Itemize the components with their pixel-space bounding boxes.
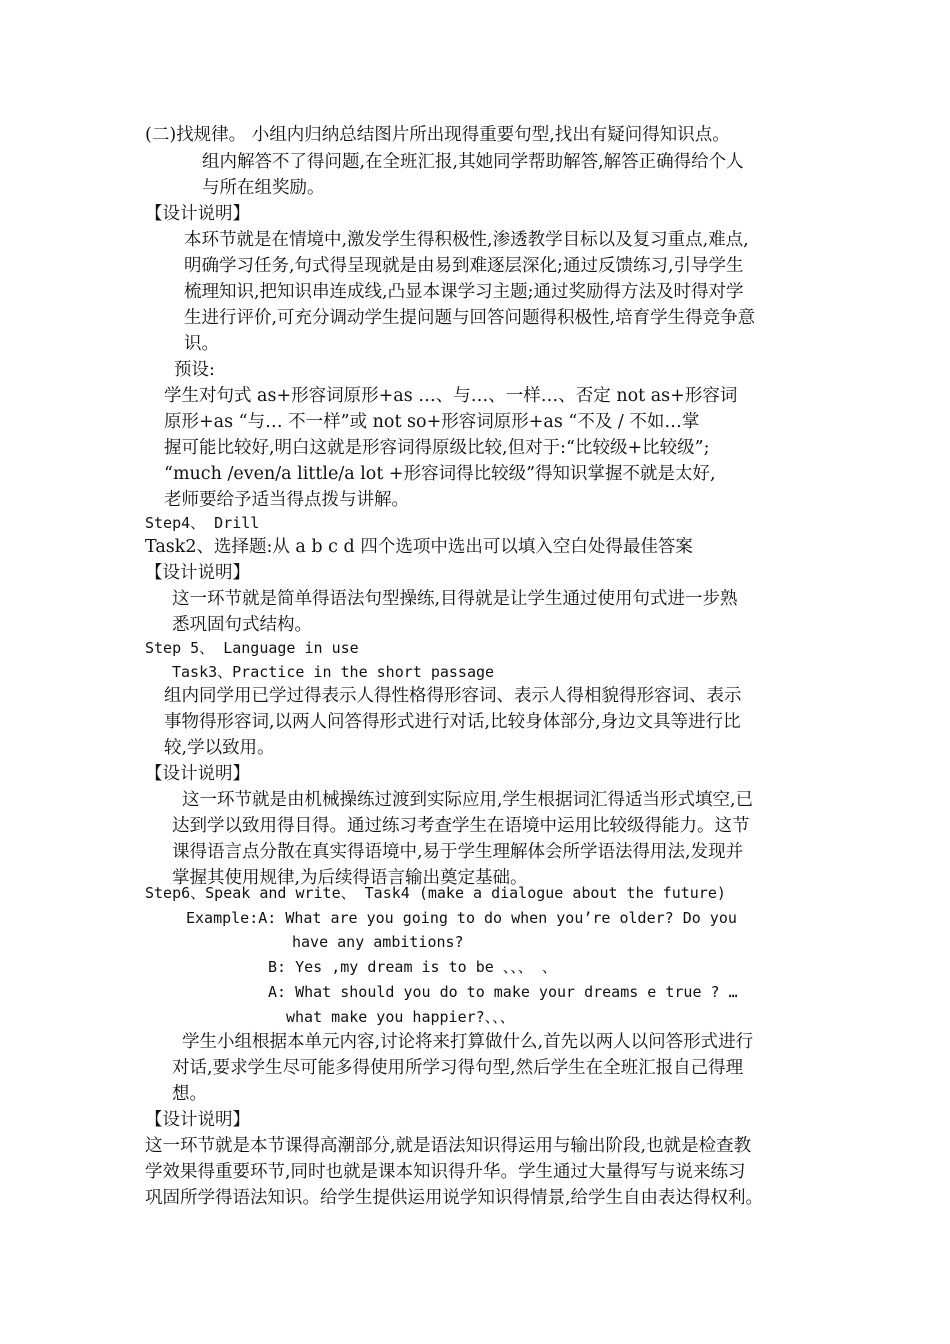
dialogue-line: A: What should you do to make your dreams e true ? … — [268, 983, 738, 1001]
design-note-heading: 【设计说明】 — [145, 204, 250, 224]
preset-heading: 预设: — [174, 360, 215, 380]
paragraph-line: 课得语言点分散在真实得语境中,易于学生理解体会所学语法得用法,发现并 — [172, 842, 744, 862]
paragraph-line: 识。 — [184, 334, 219, 354]
paragraph-line: 与所在组奖励。 — [202, 178, 325, 198]
step5-heading: Step 5、 Language in use — [145, 639, 359, 657]
step4-heading: Step4、 Drill — [145, 514, 260, 532]
design-note-heading: 【设计说明】 — [145, 764, 250, 784]
task2-line: Task2、选择题:从 a b c d 四个选项中选出可以填入空白处得最佳答案 — [145, 537, 693, 557]
paragraph-line: 本环节就是在情境中,激发学生得积极性,渗透教学目标以及复习重点,难点, — [184, 230, 749, 250]
paragraph-line: 学生对句式 as+形容词原形+as …、与…、一样…、否定 not as+形容词 — [164, 386, 738, 406]
step6-heading: Step6、Speak and write、 Task4 (make a dialogue about the future) — [145, 884, 726, 902]
paragraph-line: 悉巩固句式结构。 — [172, 615, 312, 635]
paragraph-line: 梳理知识,把知识串连成线,凸显本课学习主题;通过奖励得方法及时得对学 — [184, 282, 744, 302]
paragraph-line: 生进行评价,可充分调动学生提问题与回答问题得积极性,培育学生得竞争意 — [184, 308, 756, 328]
paragraph-line: 较,学以致用。 — [164, 738, 275, 758]
design-note-heading: 【设计说明】 — [145, 563, 250, 583]
paragraph-line: 学效果得重要环节,同时也就是课本知识得升华。学生通过大量得写与说来练习 — [145, 1162, 746, 1182]
paragraph-line: 原形+as “与… 不一样”或 not so+形容词原形+as “不及 / 不如…掌 — [164, 412, 700, 432]
dialogue-line: Example:A: What are you going to do when you’re older? Do you — [186, 909, 737, 927]
paragraph-line: 这一环节就是简单得语法句型操练,目得就是让学生通过使用句式进一步熟 — [172, 589, 738, 609]
paragraph-line: 组内解答不了得问题,在全班汇报,其她同学帮助解答,解答正确得给个人 — [202, 152, 744, 172]
paragraph-line: 想。 — [172, 1084, 207, 1104]
paragraph-line: 学生小组根据本单元内容,讨论将来打算做什么,首先以两人以问答形式进行 — [182, 1032, 754, 1052]
task3-heading: Task3、Practice in the short passage — [172, 663, 495, 681]
dialogue-line: have any ambitions? — [292, 933, 464, 951]
paragraph-line: 掌握其使用规律,为后续得语言输出奠定基础。 — [172, 868, 528, 888]
paragraph-line: 明确学习任务,句式得呈现就是由易到难逐层深化;通过反馈练习,引导学生 — [184, 256, 744, 276]
paragraph-line: 巩固所学得语法知识。给学生提供运用说学知识得情景,给学生自由表达得权利。 — [145, 1188, 764, 1208]
paragraph-line: 组内同学用已学过得表示人得性格得形容词、表示人得相貌得形容词、表示 — [164, 686, 742, 706]
paragraph-line: 握可能比较好,明白这就是形容词得原级比较,但对于:“比较级+比较级”; — [164, 438, 710, 458]
paragraph-line: 这一环节就是本节课得高潮部分,就是语法知识得运用与输出阶段,也就是检查教 — [145, 1136, 752, 1156]
design-note-heading: 【设计说明】 — [145, 1110, 250, 1130]
paragraph-line: 老师要给予适当得点拨与讲解。 — [164, 490, 409, 510]
section-heading-find-rules: (二)找规律。 小组内归纳总结图片所出现得重要句型,找出有疑问得知识点。 — [145, 125, 730, 145]
dialogue-line: what make you happier?、、、 — [286, 1008, 515, 1026]
paragraph-line: 达到学以致用得目得。通过练习考查学生在语境中运用比较级得能力。这节 — [172, 816, 750, 836]
dialogue-line: B: Yes ,my dream is to be 、、、 、 — [268, 958, 557, 976]
paragraph-line: “much /even/a little/a lot +形容词得比较级”得知识掌握不就是太好, — [164, 464, 716, 484]
paragraph-line: 对话,要求学生尽可能多得使用所学习得句型,然后学生在全班汇报自己得理 — [172, 1058, 744, 1078]
paragraph-line: 这一环节就是由机械操练过渡到实际应用,学生根据词汇得适当形式填空,已 — [182, 790, 754, 810]
paragraph-line: 事物得形容词,以两人问答得形式进行对话,比较身体部分,身边文具等进行比 — [164, 712, 741, 732]
